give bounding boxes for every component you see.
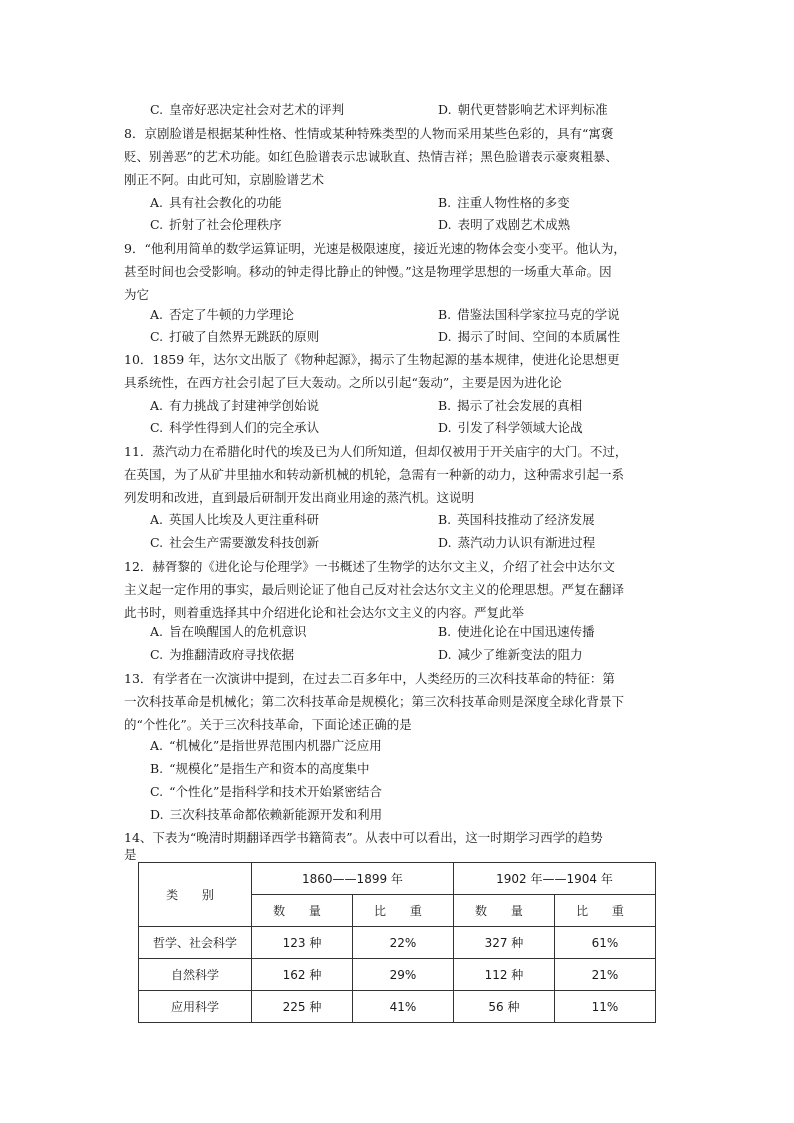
q11-stem-line-2: 在英国，为了从矿井里抽水和转动新机械的机轮，急需有一种新的动力，这种需求引起一系 <box>124 467 625 482</box>
table-header-row <box>139 863 656 895</box>
q9-option-b <box>438 306 620 324</box>
option-text: “规模化”是指生产和资本的高度集中 <box>169 761 370 776</box>
option-text: 朝代更替影响艺术评判标准 <box>457 102 608 117</box>
q9-option-c <box>150 328 319 346</box>
cell-quantity-2: 56 种 <box>453 991 554 1023</box>
translated-books-table <box>138 862 656 1023</box>
subheader-quantity-2 <box>453 895 554 927</box>
option-letter: B. <box>438 624 452 639</box>
option-letter: C. <box>150 535 164 550</box>
table-row <box>139 991 656 1023</box>
option-letter: A. <box>150 195 164 210</box>
q13-stem-line-2: 一次科技革命是机械化；第二次科技革命是规模化；第三次科技革命则是深度全球化背景下 <box>124 694 625 709</box>
subheader-ratio-1 <box>352 895 453 927</box>
subheader-label: 数 量 <box>273 904 331 918</box>
q7-option-c <box>150 101 344 119</box>
q9-stem-line-1: 9．“他利用简单的数学运算证明，光速是极限速度，接近光速的物体会变小变平。他认为， <box>124 241 626 256</box>
option-letter: B. <box>438 195 452 210</box>
q12-stem-line-2: 主义起一定作用的事实，最后则论证了他自己反对社会达尔文主义的伦理思想。严复在翻译 <box>124 582 625 597</box>
q13-option-a <box>150 737 382 755</box>
q14-stem-line-2: 是 <box>124 847 137 862</box>
q11-stem-line-3: 列发明和改进，直到最后研制开发出商业用途的蒸汽机。这说明 <box>124 490 475 505</box>
q10-option-a <box>150 397 319 415</box>
subheader-label: 比 重 <box>576 904 634 918</box>
option-text: 引发了科学领域大论战 <box>457 420 583 435</box>
q12-stem-line-3: 此书时，则着重选择其中介绍进化论和社会达尔文主义的内容。严复此举 <box>124 605 525 620</box>
q13-stem-line-3: 的“个性化”。关于三次科技革命，下面论述正确的是 <box>124 717 412 732</box>
q10-stem-line-2: 具系统性，在西方社会引起了巨大轰动。之所以引起“轰动”，主要是因为进化论 <box>124 375 562 390</box>
q12-stem-line-1: 12．赫胥黎的《进化论与伦理学》一书概述了生物学的达尔文主义，介绍了社会中达尔文 <box>124 559 615 574</box>
option-text: 揭示了时间、空间的本质属性 <box>457 329 621 344</box>
cell-quantity-1: 225 种 <box>252 991 353 1023</box>
option-letter: D. <box>438 329 452 344</box>
cell-ratio-2: 11% <box>554 991 655 1023</box>
row-category: 应用科学 <box>139 991 252 1023</box>
option-text: 注重人物性格的多变 <box>457 195 570 210</box>
cell-quantity-2: 327 种 <box>453 927 554 959</box>
option-letter: C. <box>150 647 164 662</box>
option-text: 蒸汽动力认识有渐进过程 <box>457 535 596 550</box>
q8-option-c <box>150 216 282 234</box>
q11-option-a <box>150 511 319 529</box>
cell-ratio-2: 61% <box>554 927 655 959</box>
option-letter: C. <box>150 329 164 344</box>
option-letter: B. <box>438 307 452 322</box>
option-letter: C. <box>150 784 164 799</box>
option-text: 英国科技推动了经济发展 <box>457 512 595 527</box>
q8-stem-line-3: 刚正不阿。由此可知，京剧脸谱艺术 <box>124 172 325 187</box>
option-text: 表明了戏剧艺术成熟 <box>457 217 571 232</box>
category-header-cell <box>139 863 252 927</box>
q8-stem-line-1: 8．京剧脸谱是根据某种性格、性情或某种特殊类型的人物而采用某些色彩的，具有“寓褒 <box>124 126 614 141</box>
q10-option-c <box>150 419 319 437</box>
q12-option-a <box>150 623 307 641</box>
table-row <box>139 927 656 959</box>
q13-option-d <box>150 806 382 824</box>
row-category: 哲学、社会科学 <box>139 927 252 959</box>
option-text: 旨在唤醒国人的危机意识 <box>169 624 307 639</box>
q13-stem-line-1: 13．有学者在一次演讲中提到，在过去二百多年中，人类经历的三次科技革命的特征：第 <box>124 671 615 686</box>
option-letter: B. <box>438 398 452 413</box>
option-text: 减少了维新变法的阻力 <box>457 647 583 662</box>
q12-option-b <box>438 623 595 641</box>
option-letter: D. <box>438 647 452 662</box>
option-text: “个性化”是指科学和技术开始紧密结合 <box>169 784 382 799</box>
option-letter: A. <box>150 512 164 527</box>
option-text: 英国人比埃及人更注重科研 <box>169 512 320 527</box>
option-text: 社会生产需要激发科技创新 <box>169 535 320 550</box>
option-letter: A. <box>150 398 164 413</box>
q10-option-b <box>438 397 582 415</box>
cell-ratio-2: 21% <box>554 959 655 991</box>
q9-stem-line-3: 为它 <box>124 287 150 302</box>
option-text: 打破了自然界无跳跃的原则 <box>169 329 320 344</box>
q11-option-b <box>438 511 595 529</box>
cell-ratio-1: 29% <box>352 959 453 991</box>
option-letter: A. <box>150 624 164 639</box>
subheader-ratio-2 <box>554 895 655 927</box>
cell-quantity-1: 162 种 <box>252 959 353 991</box>
q12-option-d <box>438 646 583 664</box>
option-letter: D. <box>438 102 452 117</box>
cell-ratio-1: 22% <box>352 927 453 959</box>
option-text: 为推翻清政府寻找依据 <box>169 647 295 662</box>
option-text: 科学性得到人们的完全承认 <box>169 420 320 435</box>
subheader-label: 数 量 <box>475 904 533 918</box>
option-text: 否定了牛顿的力学理论 <box>169 307 295 322</box>
q9-option-d <box>438 328 620 346</box>
q9-option-a <box>150 306 294 324</box>
option-letter: B. <box>438 512 452 527</box>
q13-option-c <box>150 783 382 801</box>
option-letter: D. <box>150 807 164 822</box>
option-text: 使进化论在中国迅速传播 <box>457 624 595 639</box>
option-text: 三次科技革命都依赖新能源开发和利用 <box>169 807 383 822</box>
q10-stem-line-1: 10．1859 年，达尔文出版了《物种起源》，揭示了生物起源的基本规律，使进化论思想更 <box>124 352 620 367</box>
q8-option-d <box>438 216 570 234</box>
option-text: 有力挑战了封建神学创始说 <box>169 398 320 413</box>
option-text: 折射了社会伦理秩序 <box>169 217 282 232</box>
cell-quantity-2: 112 种 <box>453 959 554 991</box>
option-text: 具有社会教化的功能 <box>169 195 282 210</box>
option-letter: C. <box>150 102 164 117</box>
option-letter: B. <box>150 761 164 776</box>
q8-option-b <box>438 194 570 212</box>
q9-stem-line-2: 甚至时间也会受影响。移动的钟走得比静止的钟慢。”这是物理学思想的一场重大革命。因 <box>124 264 612 279</box>
table-row <box>139 959 656 991</box>
option-letter: C. <box>150 420 164 435</box>
option-letter: A. <box>150 738 164 753</box>
period-header-2: 1902 年——1904 年 <box>453 863 655 895</box>
option-letter: D. <box>438 217 452 232</box>
option-letter: A. <box>150 307 164 322</box>
option-text: 揭示了社会发展的真相 <box>457 398 583 413</box>
option-letter: D. <box>438 535 452 550</box>
q8-stem-line-2: 贬、别善恶”的艺术功能。如红色脸谱表示忠诚耿直、热情吉祥；黑色脸谱表示豪爽粗暴、 <box>124 149 618 164</box>
subheader-quantity-1 <box>252 895 353 927</box>
option-text: “机械化”是指世界范围内机器广泛应用 <box>169 738 382 753</box>
q12-option-c <box>150 646 294 664</box>
row-category: 自然科学 <box>139 959 252 991</box>
cell-ratio-1: 41% <box>352 991 453 1023</box>
cell-quantity-1: 123 种 <box>252 927 353 959</box>
option-letter: D. <box>438 420 452 435</box>
q11-stem-line-1: 11．蒸汽动力在希腊化时代的埃及已为人们所知道，但却仅被用于开关庙宇的大门。不过， <box>124 444 628 459</box>
subheader-label: 比 重 <box>374 904 432 918</box>
q8-option-a <box>150 194 282 212</box>
q11-option-d <box>438 534 595 552</box>
option-text: 皇帝好恶决定社会对艺术的评判 <box>169 102 345 117</box>
q13-option-b <box>150 760 369 778</box>
period-header-1: 1860——1899 年 <box>252 863 454 895</box>
q14-stem-line-1: 14、下表为“晚清时期翻译西学书籍简表”。从表中可以看出，这一时期学习西学的趋势 <box>124 830 603 845</box>
q7-option-d <box>438 101 608 119</box>
category-header: 类 别 <box>166 888 224 902</box>
q10-option-d <box>438 419 583 437</box>
q11-option-c <box>150 534 319 552</box>
option-letter: C. <box>150 217 164 232</box>
option-text: 借鉴法国科学家拉马克的学说 <box>457 307 620 322</box>
